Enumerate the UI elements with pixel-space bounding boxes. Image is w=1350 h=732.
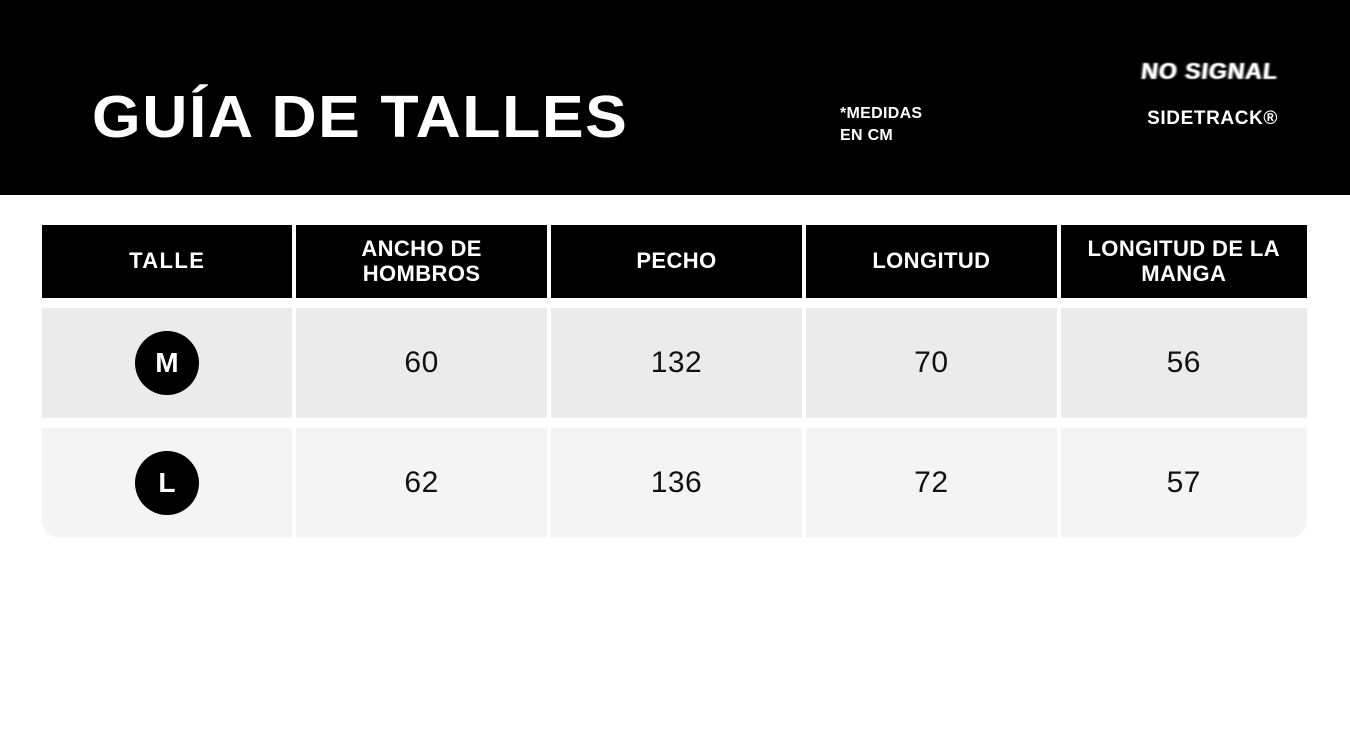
size-badge: L [135,451,199,515]
column-header-pecho: PECHO [551,225,802,298]
column-header-longitud: LONGITUD [806,225,1056,298]
table-row [42,428,1307,538]
column-header-talle: TALLE [42,225,292,298]
header-banner [0,0,1350,195]
size-guide-table [42,225,1307,538]
measurement-note-line2: EN CM [840,126,894,144]
brand-name-primary: NO SIGNAL [1139,58,1280,84]
page-title: GUÍA DE TALLES [92,84,629,150]
table-header-row [42,225,1307,298]
table-row [42,308,1307,418]
size-badge: M [135,331,199,395]
length-value: 70 [806,308,1056,418]
sleeve-length-value: 56 [1061,308,1307,418]
length-value: 72 [806,428,1056,538]
measurement-note-line1: *MEDIDAS [840,105,923,122]
shoulder-width-value: 60 [296,308,546,418]
shoulder-width-value: 62 [296,428,546,538]
chest-value: 132 [551,308,802,418]
column-header-longitud-de-la-manga: LONGITUD DE LA MANGA [1061,225,1307,298]
brand-lockup [1078,60,1278,128]
brand-name-secondary: SIDETRACK® [1147,108,1278,129]
column-header-ancho-de-hombros: ANCHO DE HOMBROS [296,225,546,298]
chest-value: 136 [551,428,802,538]
size-cell [42,308,292,418]
sleeve-length-value: 57 [1061,428,1307,538]
measurement-note [840,103,960,146]
size-cell [42,428,292,538]
